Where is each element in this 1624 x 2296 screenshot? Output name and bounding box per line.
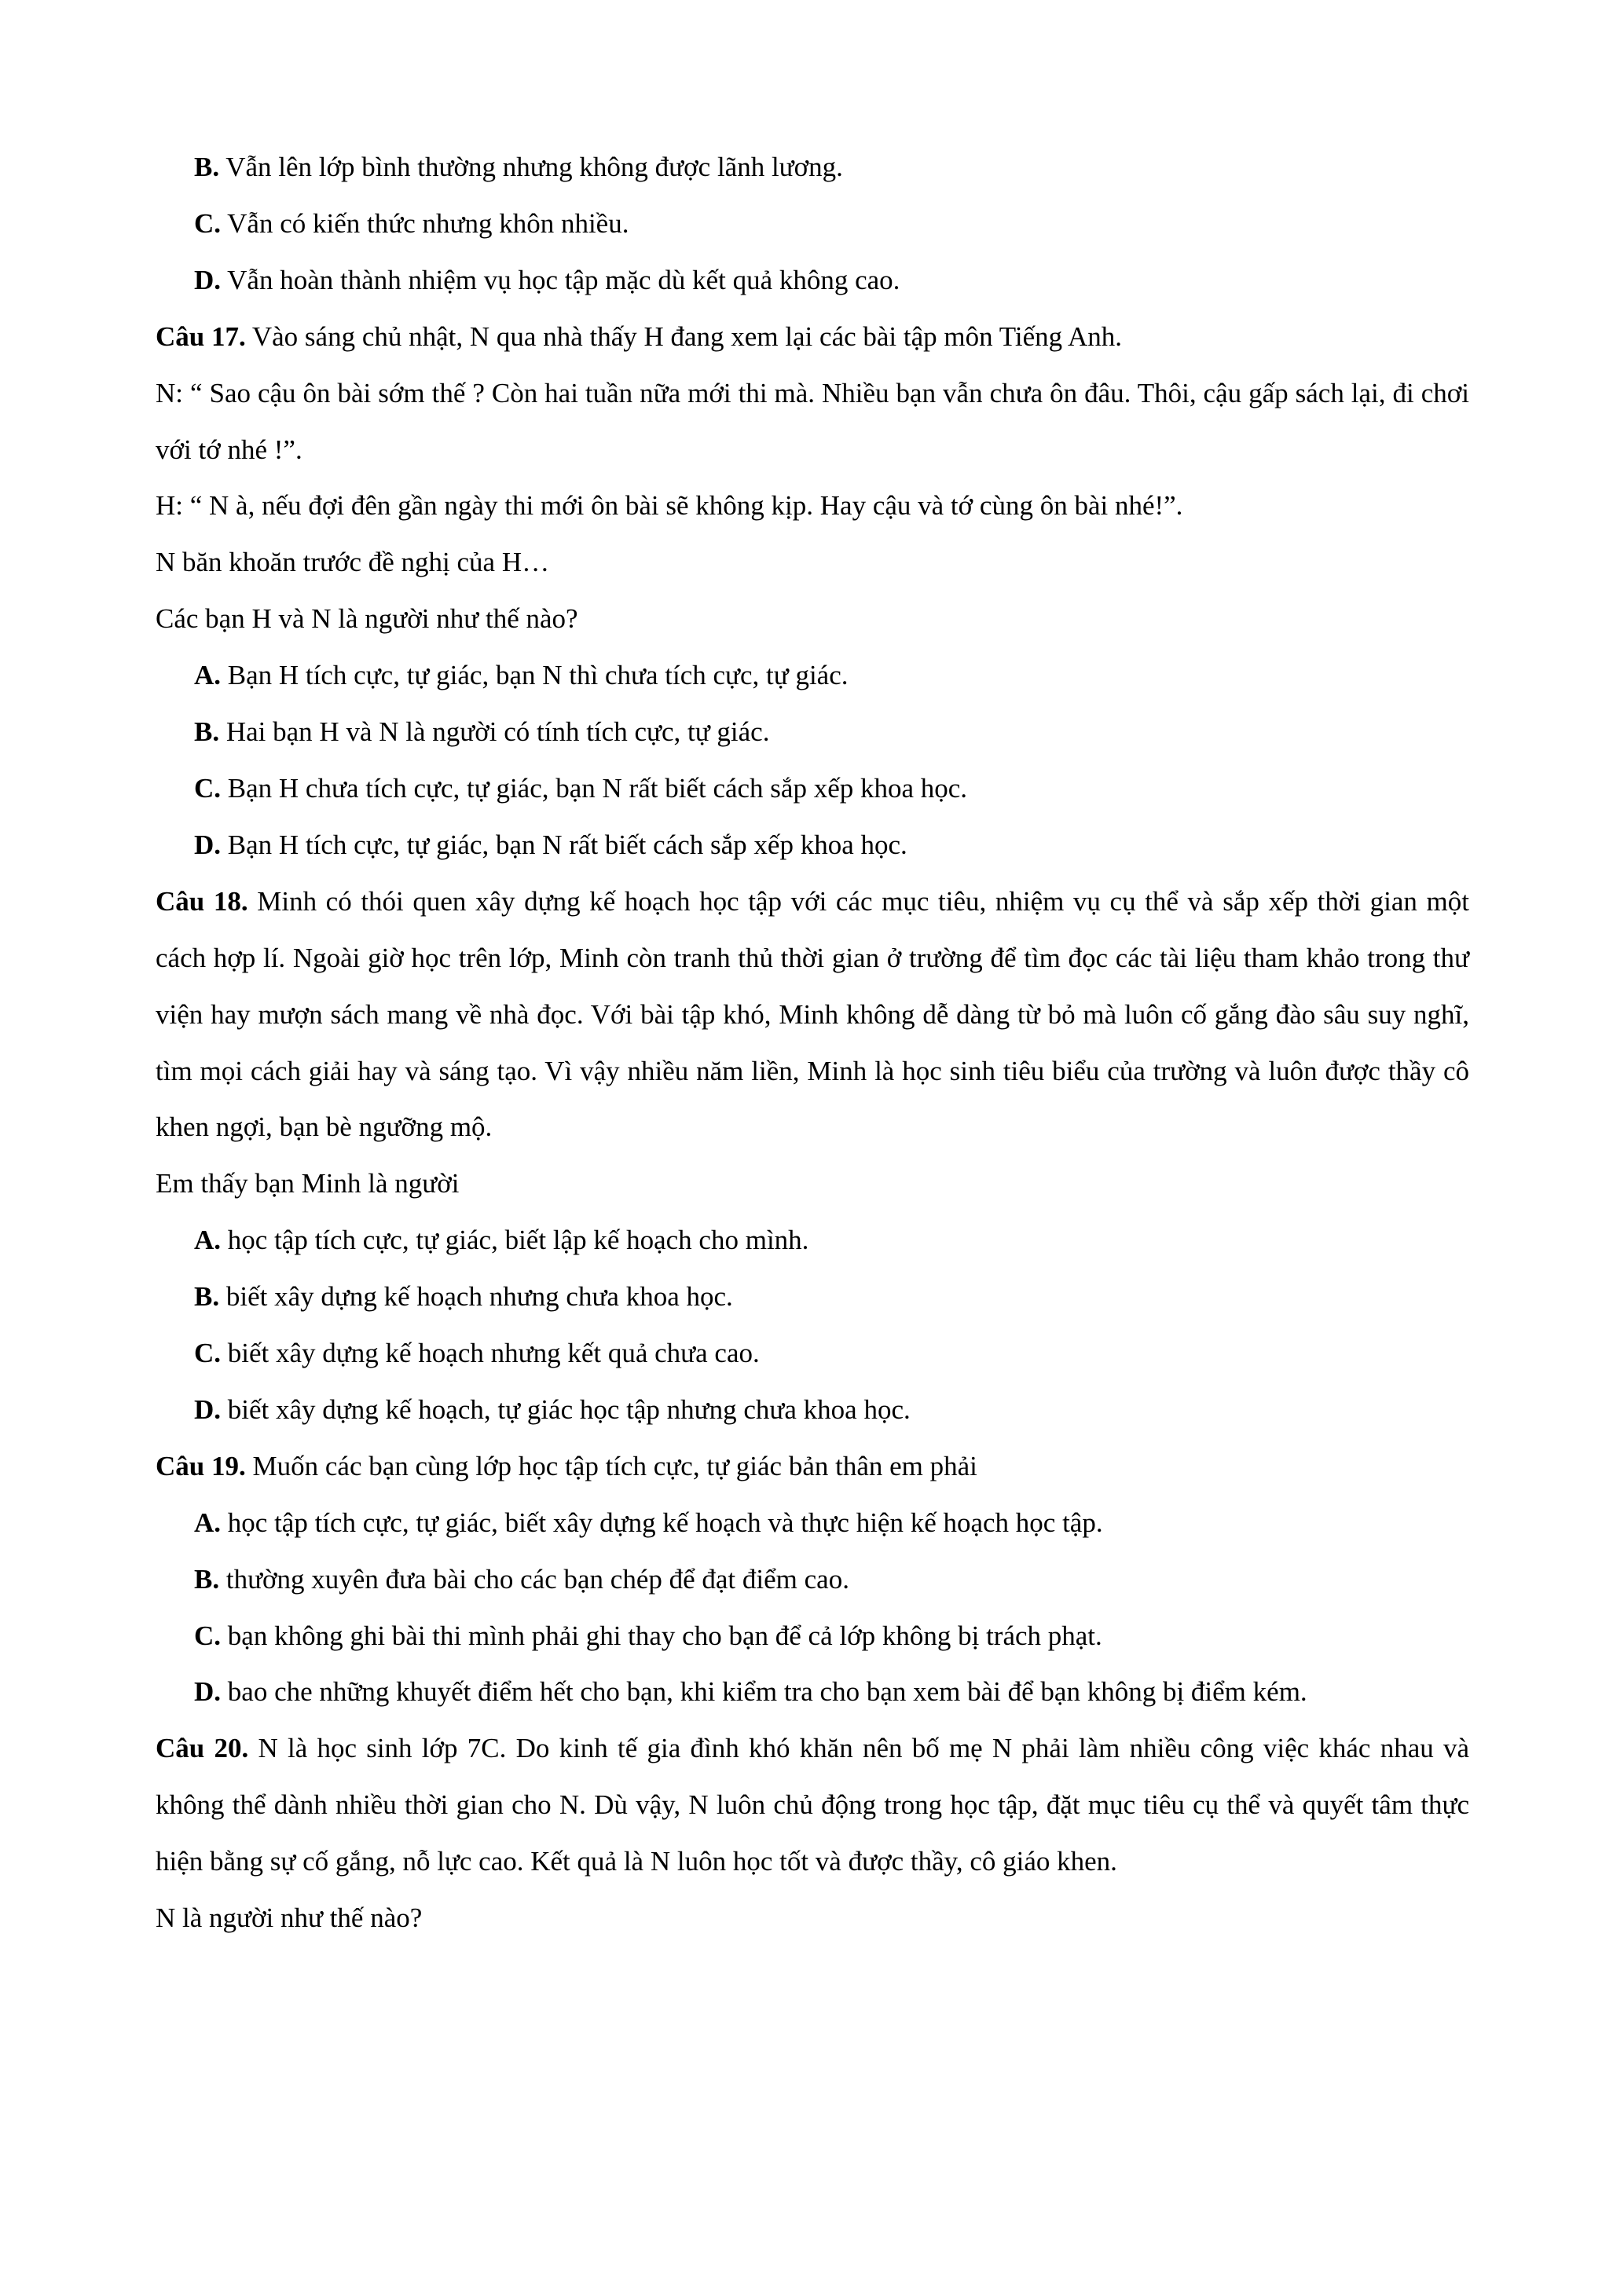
option-label: A. bbox=[194, 1507, 222, 1538]
option-text: bao che những khuyết điểm hết cho bạn, khi kiểm tra cho bạn xem bài để bạn không bị điểm kém. bbox=[221, 1676, 1307, 1708]
option-label: C. bbox=[194, 772, 222, 804]
question-stem bbox=[156, 309, 1469, 365]
option-text: Bạn H tích cực, tự giác, bạn N thì chưa tích cực, tự giác. bbox=[221, 660, 849, 691]
option-label: D. bbox=[194, 829, 222, 860]
option-b bbox=[156, 139, 1469, 196]
option-text: Bạn H tích cực, tự giác, bạn N rất biết cách sắp xếp khoa học. bbox=[221, 829, 907, 860]
previous-question-options bbox=[156, 139, 1469, 309]
option-d bbox=[156, 1664, 1469, 1720]
question-text: Vào sáng chủ nhật, N qua nhà thấy H đang xem lại các bài tập môn Tiếng Anh. bbox=[245, 320, 1122, 352]
option-label: B. bbox=[194, 1281, 220, 1313]
option-text: học tập tích cực, tự giác, biết lập kế hoạch cho mình. bbox=[221, 1225, 809, 1256]
option-text: Vẫn hoàn thành nhiệm vụ học tập mặc dù kết quả không cao. bbox=[221, 264, 900, 295]
dialogue-line-h: H: “ N à, nếu đợi đên gần ngày thi mới ôn bài sẽ không kịp. Hay cậu và tớ cùng ôn bài nhé!”. bbox=[156, 490, 1183, 522]
option-label: A. bbox=[194, 1225, 222, 1256]
question-17 bbox=[156, 309, 1469, 873]
option-a bbox=[156, 647, 1469, 704]
option-label: C. bbox=[194, 1620, 222, 1651]
narration-line: N băn khoăn trước đề nghị của H… bbox=[156, 547, 550, 578]
option-a bbox=[156, 1495, 1469, 1551]
question-20 bbox=[156, 1720, 1469, 1946]
option-label: A. bbox=[194, 660, 222, 691]
option-label: B. bbox=[194, 152, 220, 182]
option-text: học tập tích cực, tự giác, biết xây dựng kế hoạch và thực hiện kế hoạch học tập. bbox=[221, 1507, 1103, 1538]
question-text: Muốn các bạn cùng lớp học tập tích cực, tự giác bản thân em phải bbox=[245, 1450, 977, 1481]
question-number: Câu 17. bbox=[156, 320, 246, 352]
question-number: Câu 19. bbox=[156, 1450, 246, 1481]
option-d bbox=[156, 1382, 1469, 1438]
option-label: C. bbox=[194, 207, 222, 239]
option-c bbox=[156, 1608, 1469, 1664]
question-text: N là học sinh lớp 7C. Do kinh tế gia đình khó khăn nên bố mẹ N phải làm nhiều công việc khác nhau và không thể dành nhiều thời gian cho N. Dù vậy, N luôn chủ động trong học tập, đặt mục tiêu cụ thể và quyết tâm thực hiện bằng sự cố gắng, nỗ lực cao. Kết quả là N luôn học tốt và được thầy, cô giáo khen. bbox=[156, 1733, 1469, 1877]
question-stem bbox=[156, 873, 1469, 1156]
option-d bbox=[156, 252, 1469, 309]
question-18 bbox=[156, 873, 1469, 1438]
option-label: B. bbox=[194, 1563, 220, 1595]
question-number: Câu 18. bbox=[156, 885, 248, 917]
question-stem bbox=[156, 1438, 1469, 1495]
option-text: Vẫn có kiến thức nhưng khôn nhiều. bbox=[221, 207, 629, 239]
option-label: D. bbox=[194, 1676, 222, 1708]
option-label: D. bbox=[194, 1393, 222, 1425]
dialogue-line-n: N: “ Sao cậu ôn bài sớm thế ? Còn hai tuần nữa mới thi mà. Nhiều bạn vẫn chưa ôn đâu. Thôi, cậu gấp sách lại, đi chơi với tớ nhé !”. bbox=[156, 377, 1469, 465]
question-19 bbox=[156, 1438, 1469, 1721]
option-d bbox=[156, 817, 1469, 873]
option-a bbox=[156, 1212, 1469, 1269]
question-stem bbox=[156, 1720, 1469, 1890]
option-text: thường xuyên đưa bài cho các bạn chép để đạt điểm cao. bbox=[219, 1563, 849, 1595]
option-label: B. bbox=[194, 716, 220, 748]
option-b bbox=[156, 1551, 1469, 1608]
option-text: biết xây dựng kế hoạch nhưng chưa khoa học. bbox=[219, 1281, 733, 1313]
option-text: Hai bạn H và N là người có tính tích cực, tự giác. bbox=[219, 716, 770, 748]
option-b bbox=[156, 704, 1469, 760]
option-label: D. bbox=[194, 264, 222, 295]
option-label: C. bbox=[194, 1338, 222, 1369]
option-text: bạn không ghi bài thi mình phải ghi thay cho bạn để cả lớp không bị trách phạt. bbox=[221, 1620, 1102, 1651]
question-prompt: N là người như thế nào? bbox=[156, 1902, 423, 1934]
question-prompt: Các bạn H và N là người như thế nào? bbox=[156, 603, 578, 635]
option-text: biết xây dựng kế hoạch, tự giác học tập nhưng chưa khoa học. bbox=[221, 1393, 911, 1425]
document-page bbox=[156, 139, 1469, 1946]
option-text: biết xây dựng kế hoạch nhưng kết quả chưa cao. bbox=[221, 1338, 760, 1369]
option-text: Bạn H chưa tích cực, tự giác, bạn N rất biết cách sắp xếp khoa học. bbox=[221, 772, 968, 804]
option-b bbox=[156, 1269, 1469, 1325]
question-prompt: Em thấy bạn Minh là người bbox=[156, 1168, 460, 1199]
option-c bbox=[156, 1325, 1469, 1382]
option-c bbox=[156, 760, 1469, 817]
option-c bbox=[156, 196, 1469, 252]
question-number: Câu 20. bbox=[156, 1733, 249, 1764]
option-text: Vẫn lên lớp bình thường nhưng không được lãnh lương. bbox=[219, 152, 843, 182]
question-text: Minh có thói quen xây dựng kế hoạch học tập với các mục tiêu, nhiệm vụ cụ thể và sắp xếp thời gian một cách hợp lí. Ngoài giờ học trên lớp, Minh còn tranh thủ thời gian ở trường để tìm đọc các tài liệu tham khảo trong thư viện hay mượn sách mang về nhà đọc. Với bài tập khó, Minh không dễ dàng từ bỏ mà luôn cố gắng đào sâu suy nghĩ, tìm mọi cách giải hay và sáng tạo. Vì vậy nhiều năm liền, Minh là học sinh tiêu biểu của trường và luôn được thầy cô khen ngợi, bạn bè ngưỡng mộ. bbox=[156, 885, 1469, 1143]
